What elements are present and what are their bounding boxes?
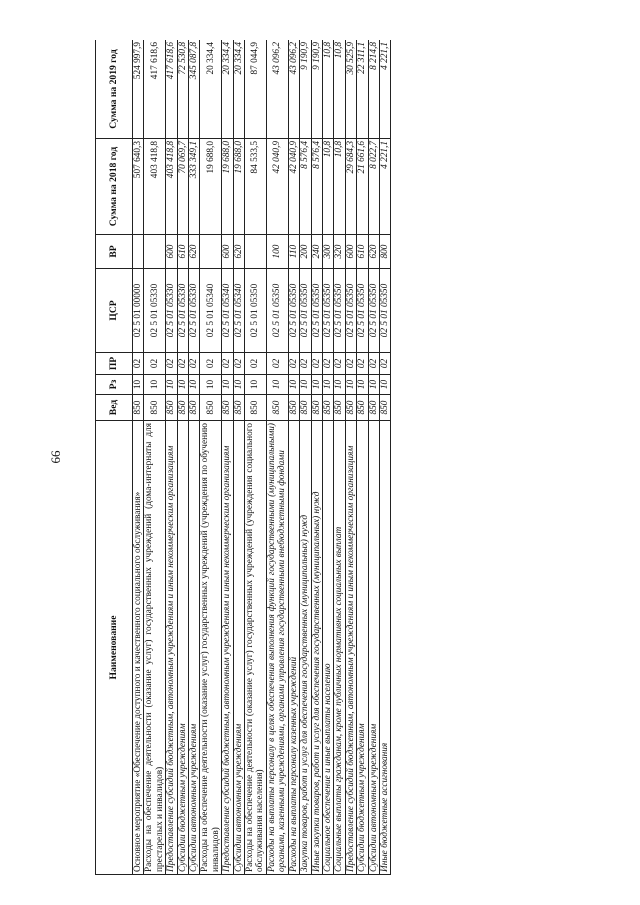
- cell-sum-2018: 507 640,3: [133, 139, 144, 235]
- cell-sum-2019: 345 087,8: [189, 40, 200, 139]
- cell-vr: 600: [222, 235, 233, 269]
- cell-vr: 240: [311, 235, 322, 269]
- cell-vr: [245, 235, 267, 269]
- cell-name: Субсидии автономным учреждениям: [368, 421, 379, 875]
- cell-pr: 02: [200, 353, 222, 375]
- cell-ved: 850: [233, 395, 244, 421]
- cell-csr: 02 5 01 05340: [200, 269, 222, 353]
- cell-rz: 10: [288, 375, 299, 395]
- cell-csr: 02 5 01 05330: [166, 269, 177, 353]
- cell-vr: 600: [166, 235, 177, 269]
- cell-name: Расходы на выплаты персоналу казенных учреждений: [288, 421, 299, 875]
- cell-sum-2019: 43 096,2: [266, 40, 288, 139]
- cell-vr: [200, 235, 222, 269]
- header-ved: Вед: [96, 395, 133, 421]
- cell-sum-2019: 10,8: [322, 40, 333, 139]
- cell-csr: 02 5 01 00000: [133, 269, 144, 353]
- cell-pr: 02: [166, 353, 177, 375]
- cell-sum-2018: 10,8: [322, 139, 333, 235]
- cell-ved: 850: [166, 395, 177, 421]
- cell-vr: 610: [357, 235, 368, 269]
- cell-ved: 850: [368, 395, 379, 421]
- cell-sum-2018: 42 040,9: [288, 139, 299, 235]
- cell-ved: 850: [322, 395, 333, 421]
- cell-vr: 620: [233, 235, 244, 269]
- header-sum-2018: Сумма на 2018 год: [96, 139, 133, 235]
- cell-rz: 10: [368, 375, 379, 395]
- cell-csr: 02 5 01 05350: [245, 269, 267, 353]
- cell-pr: 02: [368, 353, 379, 375]
- cell-sum-2018: 333 349,1: [189, 139, 200, 235]
- cell-sum-2019: 10,8: [334, 40, 345, 139]
- cell-sum-2018: 29 684,3: [345, 139, 356, 235]
- cell-sum-2019: 87 044,9: [245, 40, 267, 139]
- cell-name: Субсидии автономным учреждениям: [233, 421, 244, 875]
- cell-rz: 10: [334, 375, 345, 395]
- cell-vr: 610: [177, 235, 188, 269]
- cell-sum-2018: 4 221,1: [379, 139, 390, 235]
- cell-rz: 10: [322, 375, 333, 395]
- cell-csr: 02 5 01 05350: [334, 269, 345, 353]
- budget-table: [95, 40, 391, 875]
- cell-vr: 110: [288, 235, 299, 269]
- cell-pr: 02: [233, 353, 244, 375]
- cell-sum-2019: 43 096,2: [288, 40, 299, 139]
- cell-rz: 10: [311, 375, 322, 395]
- cell-ved: 850: [357, 395, 368, 421]
- cell-pr: 02: [222, 353, 233, 375]
- table-header: [96, 40, 133, 875]
- cell-pr: 02: [322, 353, 333, 375]
- header-sum-2019: Сумма на 2019 год: [96, 40, 133, 139]
- table-row: [177, 40, 188, 875]
- cell-ved: 850: [288, 395, 299, 421]
- cell-pr: 02: [245, 353, 267, 375]
- table-row: [266, 40, 288, 875]
- cell-csr: 02 5 01 05350: [311, 269, 322, 353]
- cell-sum-2018: 403 418,8: [144, 139, 166, 235]
- cell-ved: 850: [300, 395, 311, 421]
- cell-sum-2018: 19 688,0: [233, 139, 244, 235]
- cell-pr: 02: [144, 353, 166, 375]
- cell-sum-2019: 20 334,4: [200, 40, 222, 139]
- cell-csr: 02 5 01 05330: [177, 269, 188, 353]
- cell-ved: 850: [379, 395, 390, 421]
- cell-sum-2019: 9 190,9: [300, 40, 311, 139]
- table-row: [200, 40, 222, 875]
- cell-sum-2018: 21 661,6: [357, 139, 368, 235]
- table-row: [189, 40, 200, 875]
- cell-csr: 02 5 01 05340: [233, 269, 244, 353]
- header-csr: ЦСР: [96, 269, 133, 353]
- cell-rz: 10: [357, 375, 368, 395]
- cell-name: Субсидии бюджетным учреждениям: [357, 421, 368, 875]
- cell-csr: 02 5 01 05350: [288, 269, 299, 353]
- cell-vr: [133, 235, 144, 269]
- cell-pr: 02: [266, 353, 288, 375]
- table-row: [245, 40, 267, 875]
- cell-sum-2018: 19 688,0: [200, 139, 222, 235]
- cell-ved: 850: [133, 395, 144, 421]
- cell-vr: 620: [368, 235, 379, 269]
- cell-sum-2019: 22 311,1: [357, 40, 368, 139]
- table-body: [133, 40, 391, 875]
- cell-csr: 02 5 01 05350: [345, 269, 356, 353]
- cell-csr: 02 5 01 05350: [368, 269, 379, 353]
- cell-sum-2019: 30 525,9: [345, 40, 356, 139]
- cell-name: Основное мероприятие «Обеспечение доступного и качественного социального обслуживания»: [133, 421, 144, 875]
- cell-vr: 600: [345, 235, 356, 269]
- cell-rz: 10: [379, 375, 390, 395]
- cell-pr: 02: [133, 353, 144, 375]
- cell-sum-2018: 10,8: [334, 139, 345, 235]
- cell-sum-2019: 4 221,1: [379, 40, 390, 139]
- cell-sum-2019: 9 190,9: [311, 40, 322, 139]
- cell-sum-2019: 524 997,9: [133, 40, 144, 139]
- table-row: [368, 40, 379, 875]
- header-pr: ПР: [96, 353, 133, 375]
- cell-ved: 850: [345, 395, 356, 421]
- cell-name: Социальное обеспечение и иные выплаты населению: [322, 421, 333, 875]
- cell-sum-2018: 70 069,7: [177, 139, 188, 235]
- table-row: [166, 40, 177, 875]
- table-row: [322, 40, 333, 875]
- cell-name: Иные бюджетные ассигнования: [379, 421, 390, 875]
- cell-vr: 320: [334, 235, 345, 269]
- cell-name: Предоставление субсидий бюджетным, автономным учреждениям и иным некоммерческим организациям: [345, 421, 356, 875]
- cell-ved: 850: [311, 395, 322, 421]
- cell-ved: 850: [222, 395, 233, 421]
- table-row: [357, 40, 368, 875]
- cell-sum-2019: 417 618,6: [144, 40, 166, 139]
- cell-pr: 02: [300, 353, 311, 375]
- cell-rz: 10: [189, 375, 200, 395]
- cell-pr: 02: [357, 353, 368, 375]
- cell-rz: 10: [300, 375, 311, 395]
- cell-vr: 100: [266, 235, 288, 269]
- cell-sum-2019: 20 334,4: [222, 40, 233, 139]
- cell-name: Субсидии автономным учреждениям: [189, 421, 200, 875]
- table-row: [345, 40, 356, 875]
- cell-name: Социальные выплаты гражданам, кроме публичных нормативных социальных выплат: [334, 421, 345, 875]
- cell-name: Расходы на выплаты персоналу в целях обеспечения выполнения функций государственными (муниципальными) органами, казенными учреждениями, органами управления государственными внебюджетными фондами: [266, 421, 288, 875]
- cell-ved: 850: [189, 395, 200, 421]
- cell-csr: 02 5 01 05350: [266, 269, 288, 353]
- cell-sum-2019: 20 334,4: [233, 40, 244, 139]
- cell-sum-2018: 8 022,7: [368, 139, 379, 235]
- cell-pr: 02: [334, 353, 345, 375]
- cell-sum-2018: 8 576,4: [300, 139, 311, 235]
- cell-sum-2018: 84 533,5: [245, 139, 267, 235]
- cell-ved: 850: [200, 395, 222, 421]
- cell-vr: [144, 235, 166, 269]
- cell-vr: 200: [300, 235, 311, 269]
- cell-sum-2018: 8 576,4: [311, 139, 322, 235]
- cell-pr: 02: [189, 353, 200, 375]
- table-row: [334, 40, 345, 875]
- cell-name: Предоставление субсидий бюджетным, автономным учреждениям и иным некоммерческим организациям: [222, 421, 233, 875]
- cell-csr: 02 5 01 05330: [144, 269, 166, 353]
- header-name: Наименование: [96, 421, 133, 875]
- header-row: [96, 40, 133, 875]
- cell-pr: 02: [345, 353, 356, 375]
- cell-ved: 850: [177, 395, 188, 421]
- cell-sum-2018: 42 040,9: [266, 139, 288, 235]
- header-rz: Рз: [96, 375, 133, 395]
- cell-csr: 02 5 01 05350: [357, 269, 368, 353]
- cell-vr: 800: [379, 235, 390, 269]
- cell-pr: 02: [177, 353, 188, 375]
- rotated-page-content: [95, 40, 590, 875]
- cell-sum-2019: 72 530,8: [177, 40, 188, 139]
- table-row: [300, 40, 311, 875]
- cell-ved: 850: [334, 395, 345, 421]
- cell-ved: 850: [245, 395, 267, 421]
- cell-name: Иные закупки товаров, работ и услуг для обеспечения государственных (муниципальных) нужд: [311, 421, 322, 875]
- cell-csr: 02 5 01 05350: [379, 269, 390, 353]
- cell-sum-2019: 8 214,8: [368, 40, 379, 139]
- table-row: [311, 40, 322, 875]
- cell-name: Предоставление субсидий бюджетным, автономным учреждениям и иным некоммерческим организациям: [166, 421, 177, 875]
- cell-rz: 10: [177, 375, 188, 395]
- cell-csr: 02 5 01 05350: [322, 269, 333, 353]
- cell-rz: 10: [144, 375, 166, 395]
- table-row: [144, 40, 166, 875]
- cell-rz: 10: [245, 375, 267, 395]
- cell-rz: 10: [133, 375, 144, 395]
- table-row: [233, 40, 244, 875]
- cell-ved: 850: [144, 395, 166, 421]
- table-row: [133, 40, 144, 875]
- cell-rz: 10: [222, 375, 233, 395]
- cell-name: Расходы на обеспечение деятельности (оказание услуг) государственных учреждений (учреждения социального обслуживания населения): [245, 421, 267, 875]
- cell-name: Субсидии бюджетным учреждениям: [177, 421, 188, 875]
- cell-rz: 10: [266, 375, 288, 395]
- cell-pr: 02: [379, 353, 390, 375]
- cell-sum-2018: 403 418,8: [166, 139, 177, 235]
- cell-vr: 300: [322, 235, 333, 269]
- cell-csr: 02 5 01 05350: [300, 269, 311, 353]
- cell-rz: 10: [233, 375, 244, 395]
- cell-vr: 620: [189, 235, 200, 269]
- cell-pr: 02: [288, 353, 299, 375]
- cell-rz: 10: [345, 375, 356, 395]
- cell-name: Расходы на обеспечение деятельности (оказание услуг) государственных учреждений (учреждения по обучению инвалидов): [200, 421, 222, 875]
- cell-csr: 02 5 01 05340: [222, 269, 233, 353]
- rotated-table-container: [95, 40, 590, 875]
- table-row: [379, 40, 390, 875]
- header-vr: ВР: [96, 235, 133, 269]
- table-row: [222, 40, 233, 875]
- cell-sum-2018: 19 688,0: [222, 139, 233, 235]
- cell-ved: 850: [266, 395, 288, 421]
- cell-rz: 10: [166, 375, 177, 395]
- cell-rz: 10: [200, 375, 222, 395]
- page-number: 66: [48, 450, 63, 464]
- cell-name: Расходы на обеспечение деятельности (оказание услуг) государственных учреждений (дома-интернаты для престарелых и инвалидов): [144, 421, 166, 875]
- cell-pr: 02: [311, 353, 322, 375]
- cell-csr: 02 5 01 05330: [189, 269, 200, 353]
- cell-name: Закупка товаров, работ и услуг для обеспечения государственных (муниципальных) нужд: [300, 421, 311, 875]
- cell-sum-2019: 417 618,6: [166, 40, 177, 139]
- table-row: [288, 40, 299, 875]
